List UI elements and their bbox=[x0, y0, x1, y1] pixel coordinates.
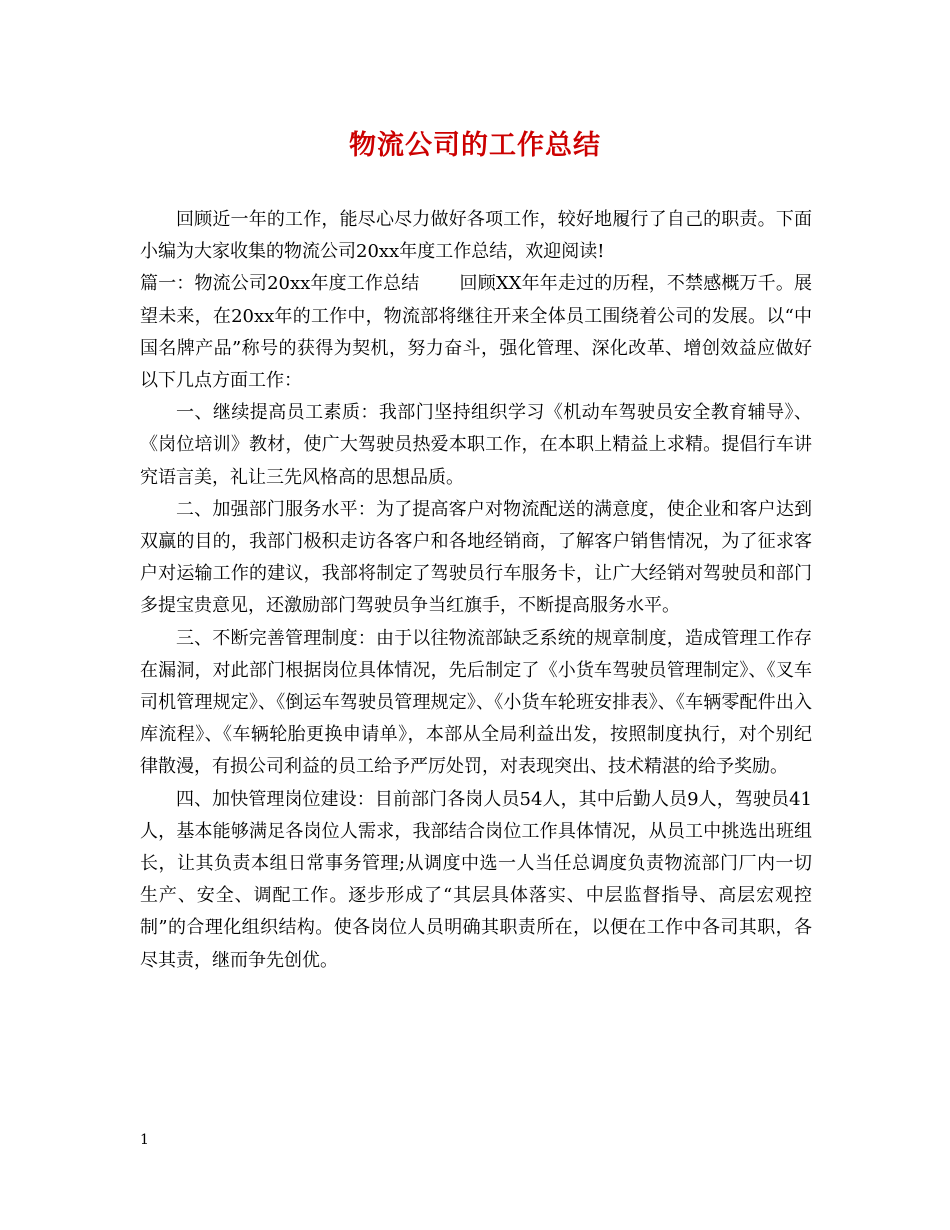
chapter-opening: 回顾XX年年走过的历程，不禁感概万千。展望未来，在20xx年的工作中，物流部将继往开来全体员工围绕着公司的发展。以“中国名牌产品”称号的获得为契机，努力奋斗，强化管理、深化改革、增创效益应做好以下几点方面工作： bbox=[140, 273, 812, 392]
chapter-heading: 篇一：物流公司20xx年度工作总结 bbox=[140, 273, 420, 295]
chapter-paragraph bbox=[140, 268, 812, 397]
document-body bbox=[140, 204, 812, 977]
page-number: 1 bbox=[140, 1132, 149, 1148]
document-title: 物流公司的工作总结 bbox=[349, 130, 601, 161]
body-paragraph-3: 三、不断完善管理制度：由于以往物流部缺乏系统的规章制度，造成管理工作存在漏洞，对此部门根据岗位具体情况，先后制定了《小货车驾驶员管理制定》、《叉车司机管理规定》、《倒运车驾驶员管理规定》、《小货车轮班安排表》、《车辆零配件出入库流程》、《车辆轮胎更换申请单》，本部从全局利益出发，按照制度执行，对个别纪律散漫，有损公司利益的员工给予严厉处罚，对表现突出、技术精湛的给予奖励。 bbox=[140, 627, 812, 778]
intro-paragraph: 回顾近一年的工作，能尽心尽力做好各项工作，较好地履行了自己的职责。下面小编为大家收集的物流公司20xx年度工作总结，欢迎阅读! bbox=[140, 209, 812, 263]
body-paragraph-4: 四、加快管理岗位建设：目前部门各岗人员54人，其中后勤人员9人，驾驶员41人，基本能够满足各岗位人需求，我部结合岗位工作具体情况，从员工中挑选出班组长，让其负责本组日常事务管理;从调度中选一人当任总调度负责物流部门厂内一切生产、安全、调配工作。逐步形成了“其层具体落实、中层监督指导、高层宏观控制”的合理化组织结构。使各岗位人员明确其职责所在，以便在工作中各司其职，各尽其责，继而争先创优。 bbox=[140, 788, 812, 971]
body-paragraph-2: 二、加强部门服务水平：为了提高客户对物流配送的满意度，使企业和客户达到双赢的目的，我部门极积走访各客户和各地经销商，了解客户销售情况，为了征求客户对运输工作的建议，我部将制定了驾驶员行车服务卡，让广大经销对驾驶员和部门多提宝贵意见，还激励部门驾驶员争当红旗手，不断提高服务水平。 bbox=[140, 498, 812, 617]
body-paragraph-1: 一、继续提高员工素质：我部门坚持组织学习《机动车驾驶员安全教育辅导》、《岗位培训》教材，使广大驾驶员热爱本职工作，在本职上精益上求精。提倡行车讲究语言美，礼让三先风格高的思想品质。 bbox=[140, 402, 812, 488]
